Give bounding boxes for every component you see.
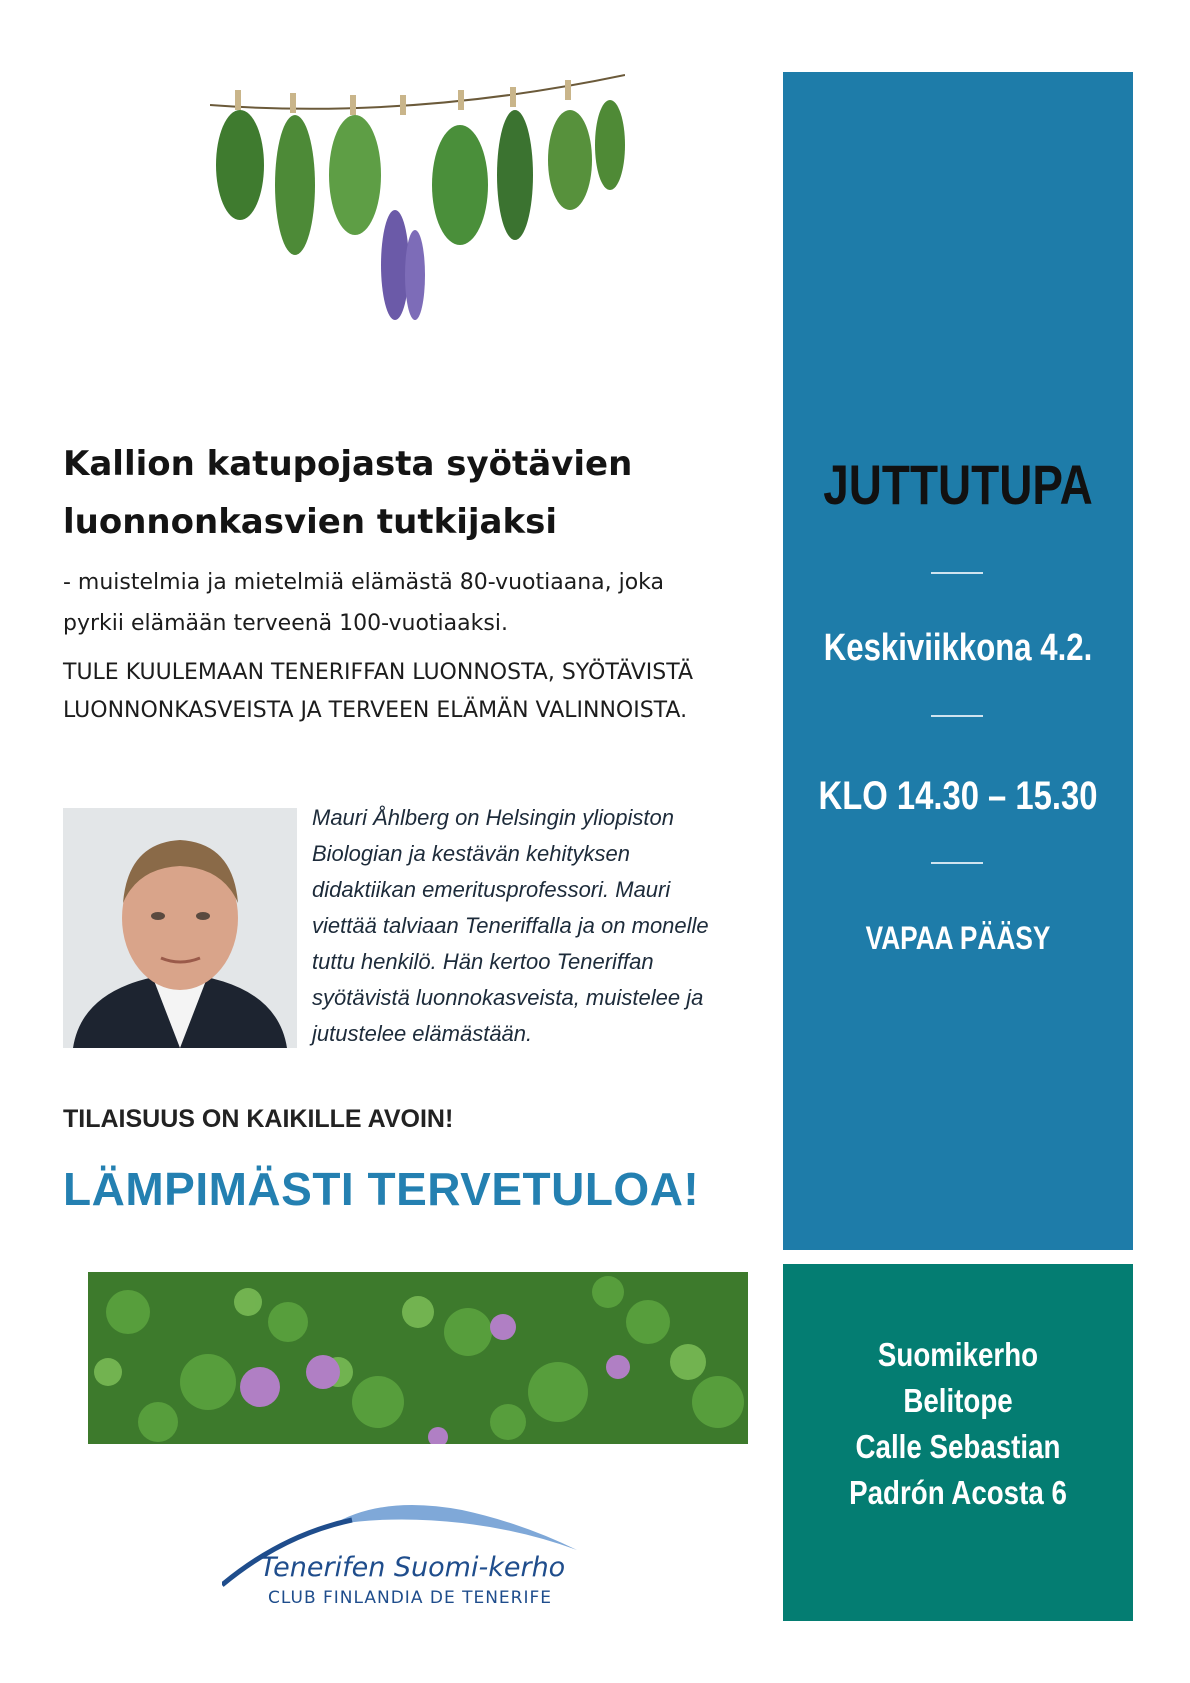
event-title: JUTTUTUPA — [823, 453, 1093, 516]
location-address — [811, 1332, 1105, 1516]
open-to-all-notice: TILAISUUS ON KAIKILLE AVOIN! — [63, 1105, 454, 1133]
divider — [931, 715, 983, 717]
address-line: Calle Sebastian — [855, 1428, 1061, 1465]
speaker-portrait — [63, 808, 297, 1048]
bio-line: viettää talviaan Teneriffalla ja on monelle — [312, 913, 709, 938]
subheading-line: - muistelmia ja mietelmiä elämästä 80-vuotiaana, joka — [63, 570, 665, 595]
headline-line: luonnonkasvien tutkijaksi — [63, 502, 557, 542]
address-line: Suomikerho — [877, 1336, 1039, 1373]
welcome-heading: LÄMPIMÄSTI TERVETULOA! — [63, 1163, 700, 1215]
headline-line: Kallion katupojasta syötävien — [63, 444, 633, 484]
bio-line: jutustelee elämästään. — [312, 1021, 533, 1046]
address-line: Belitope — [903, 1382, 1013, 1419]
bio-line: syötävistä luonnokasveista, muistelee ja — [312, 985, 704, 1010]
admission-text: VAPAA PÄÄSY — [865, 920, 1051, 956]
invitation-line: LUONNONKASVEISTA JA TERVEEN ELÄMÄN VALINNOISTA. — [63, 698, 688, 723]
divider — [931, 572, 983, 574]
event-subheading — [63, 562, 763, 644]
bio-line: didaktiikan emeritusprofessori. Mauri — [312, 877, 671, 902]
bio-line: Mauri Åhlberg on Helsingin yliopiston — [312, 805, 674, 830]
logo-subtitle: CLUB FINLANDIA DE TENERIFE — [268, 1588, 553, 1608]
invitation-line: TULE KUULEMAAN TENERIFFAN LUONNOSTA, SYÖTÄVISTÄ — [63, 660, 694, 685]
invitation-text — [63, 654, 793, 730]
address-line: Padrón Acosta 6 — [849, 1474, 1067, 1511]
event-time: KLO 14.30 – 15.30 — [818, 774, 1098, 818]
event-info-panel — [783, 72, 1133, 1250]
event-headline — [63, 435, 743, 551]
hanging-herbs-image — [210, 65, 625, 350]
bio-line: Biologian ja kestävän kehityksen — [312, 841, 630, 866]
event-date: Keskiviikkona 4.2. — [823, 627, 1093, 669]
logo-name: Tenerifen Suomi-kerho — [260, 1552, 566, 1583]
speaker-bio — [312, 800, 762, 1052]
divider — [931, 862, 983, 864]
location-panel — [783, 1264, 1133, 1621]
subheading-line: pyrkii elämään terveenä 100-vuotiaaksi. — [63, 611, 508, 636]
bio-line: tuttu henkilö. Hän kertoo Teneriffan — [312, 949, 654, 974]
clover-meadow-image — [88, 1272, 748, 1444]
